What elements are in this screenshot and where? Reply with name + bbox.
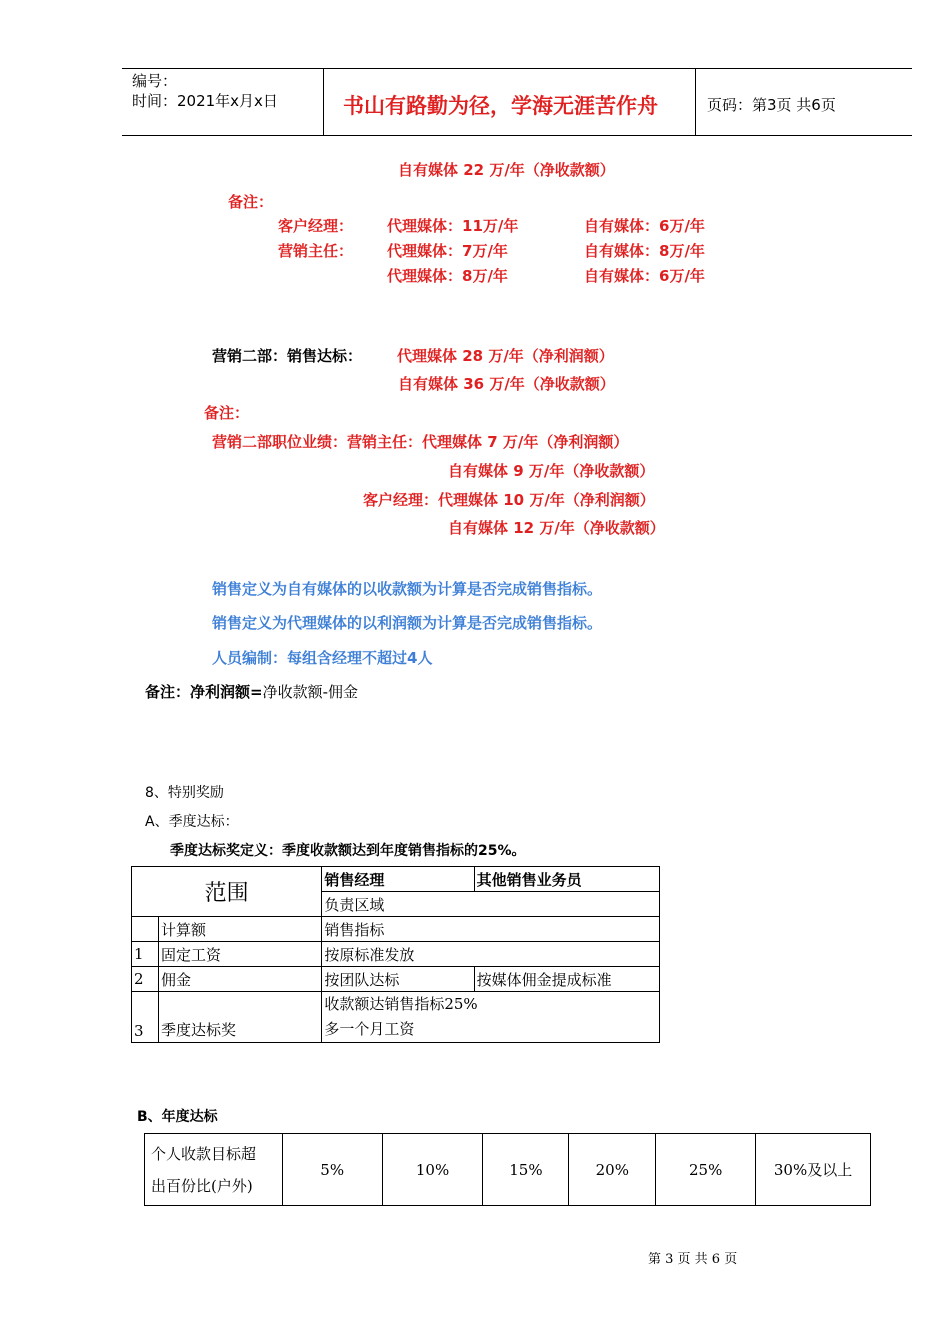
dept2-own-target: 自有媒体 36 万/年（净收款额）: [398, 375, 615, 393]
annual-header-cell: [145, 1134, 283, 1206]
item-cell: 佣金: [159, 967, 322, 992]
dept2-agent-target: 代理媒体 28 万/年（净利润额）: [397, 347, 614, 365]
note-label-2: 备注：: [204, 404, 250, 422]
subsection-a: A、季度达标：: [145, 814, 239, 830]
col-other-sales: 其他销售业务员: [474, 867, 659, 892]
note-label-1: 备注：: [228, 193, 274, 211]
own-target: 自有媒体：6万/年: [584, 217, 705, 235]
agent-target: 代理媒体：11万/年: [387, 217, 519, 235]
footer-page: 第 3 页 共 6 页: [648, 1252, 738, 1267]
perf-line: 营销二部职位业绩：营销主任：代理媒体 7 万/年（净利润额）: [212, 433, 629, 451]
time-label: 时间：2021年x月x日: [132, 92, 278, 110]
quarterly-table: [131, 866, 660, 1043]
perf-line: 自有媒体 12 万/年（净收款额）: [448, 519, 665, 537]
role-label: 客户经理：: [278, 217, 354, 235]
page-label: 页码：第3页 共6页: [707, 96, 836, 114]
item-cell: 季度达标奖: [159, 992, 322, 1043]
value-cell: 按团队达标: [322, 967, 474, 992]
dept2-label: 营销二部：销售达标：: [212, 347, 363, 365]
percent-cell: 5%: [282, 1134, 382, 1206]
calc-value-cell: 销售指标: [322, 917, 660, 942]
agent-target: 代理媒体：8万/年: [387, 267, 508, 285]
annual-table: [144, 1133, 871, 1206]
value-line: 多一个月工资: [324, 1020, 415, 1038]
value-cell: [322, 992, 660, 1043]
row-no-cell: 2: [132, 967, 159, 992]
annual-header-line: 出百份比(户外): [151, 1176, 253, 1195]
section-title: 8、特别奖励: [145, 785, 224, 801]
definition-line: 人员编制：每组含经理不超过4人: [212, 649, 433, 667]
serial-label: 编号：: [132, 72, 178, 90]
definition-line: 销售定义为自有媒体的以收款额为计算是否完成销售指标。: [212, 580, 603, 598]
range-cell: 范围: [132, 867, 322, 917]
percent-cell: 10%: [382, 1134, 483, 1206]
percent-cell: 20%: [569, 1134, 656, 1206]
row-no-cell: [132, 917, 159, 942]
own-target: 自有媒体：6万/年: [584, 267, 705, 285]
percent-cell: 30%及以上: [756, 1134, 871, 1206]
percent-cell: 25%: [656, 1134, 756, 1206]
definition-line: 销售定义为代理媒体的以利润额为计算是否完成销售指标。: [212, 614, 603, 632]
item-cell: 固定工资: [159, 942, 322, 967]
perf-line: 客户经理：代理媒体 10 万/年（净利润额）: [363, 491, 655, 509]
header-motto: 书山有路勤为径，学海无涯苦作舟: [343, 93, 658, 118]
own-target: 自有媒体：8万/年: [584, 242, 705, 260]
agent-target: 代理媒体：7万/年: [387, 242, 508, 260]
role-label: 营销主任：: [278, 242, 354, 260]
annual-header-line: 个人收款目标超: [151, 1144, 257, 1163]
subsection-b: B、年度达标: [137, 1109, 218, 1125]
value-line: 收款额达销售指标25%: [324, 995, 478, 1013]
value-cell: 按原标准发放: [322, 942, 660, 967]
col-sales-manager: 销售经理: [322, 867, 474, 892]
profit-note-label: 备注：净利润额=: [145, 683, 263, 701]
perf-line: 自有媒体 9 万/年（净收款额）: [448, 462, 655, 480]
profit-note-value: 净收款额-佣金: [262, 683, 358, 701]
row-no-cell: 1: [132, 942, 159, 967]
region-cell: 负责区域: [322, 892, 660, 917]
calc-label-cell: 计算额: [159, 917, 322, 942]
row-no-cell: 3: [132, 992, 159, 1043]
own-media-target: 自有媒体 22 万/年（净收款额）: [398, 161, 615, 179]
percent-cell: 15%: [483, 1134, 569, 1206]
profit-note: [145, 681, 358, 702]
value2-cell: 按媒体佣金提成标准: [474, 967, 659, 992]
quarterly-definition: 季度达标奖定义：季度收款额达到年度销售指标的25%。: [170, 843, 526, 859]
